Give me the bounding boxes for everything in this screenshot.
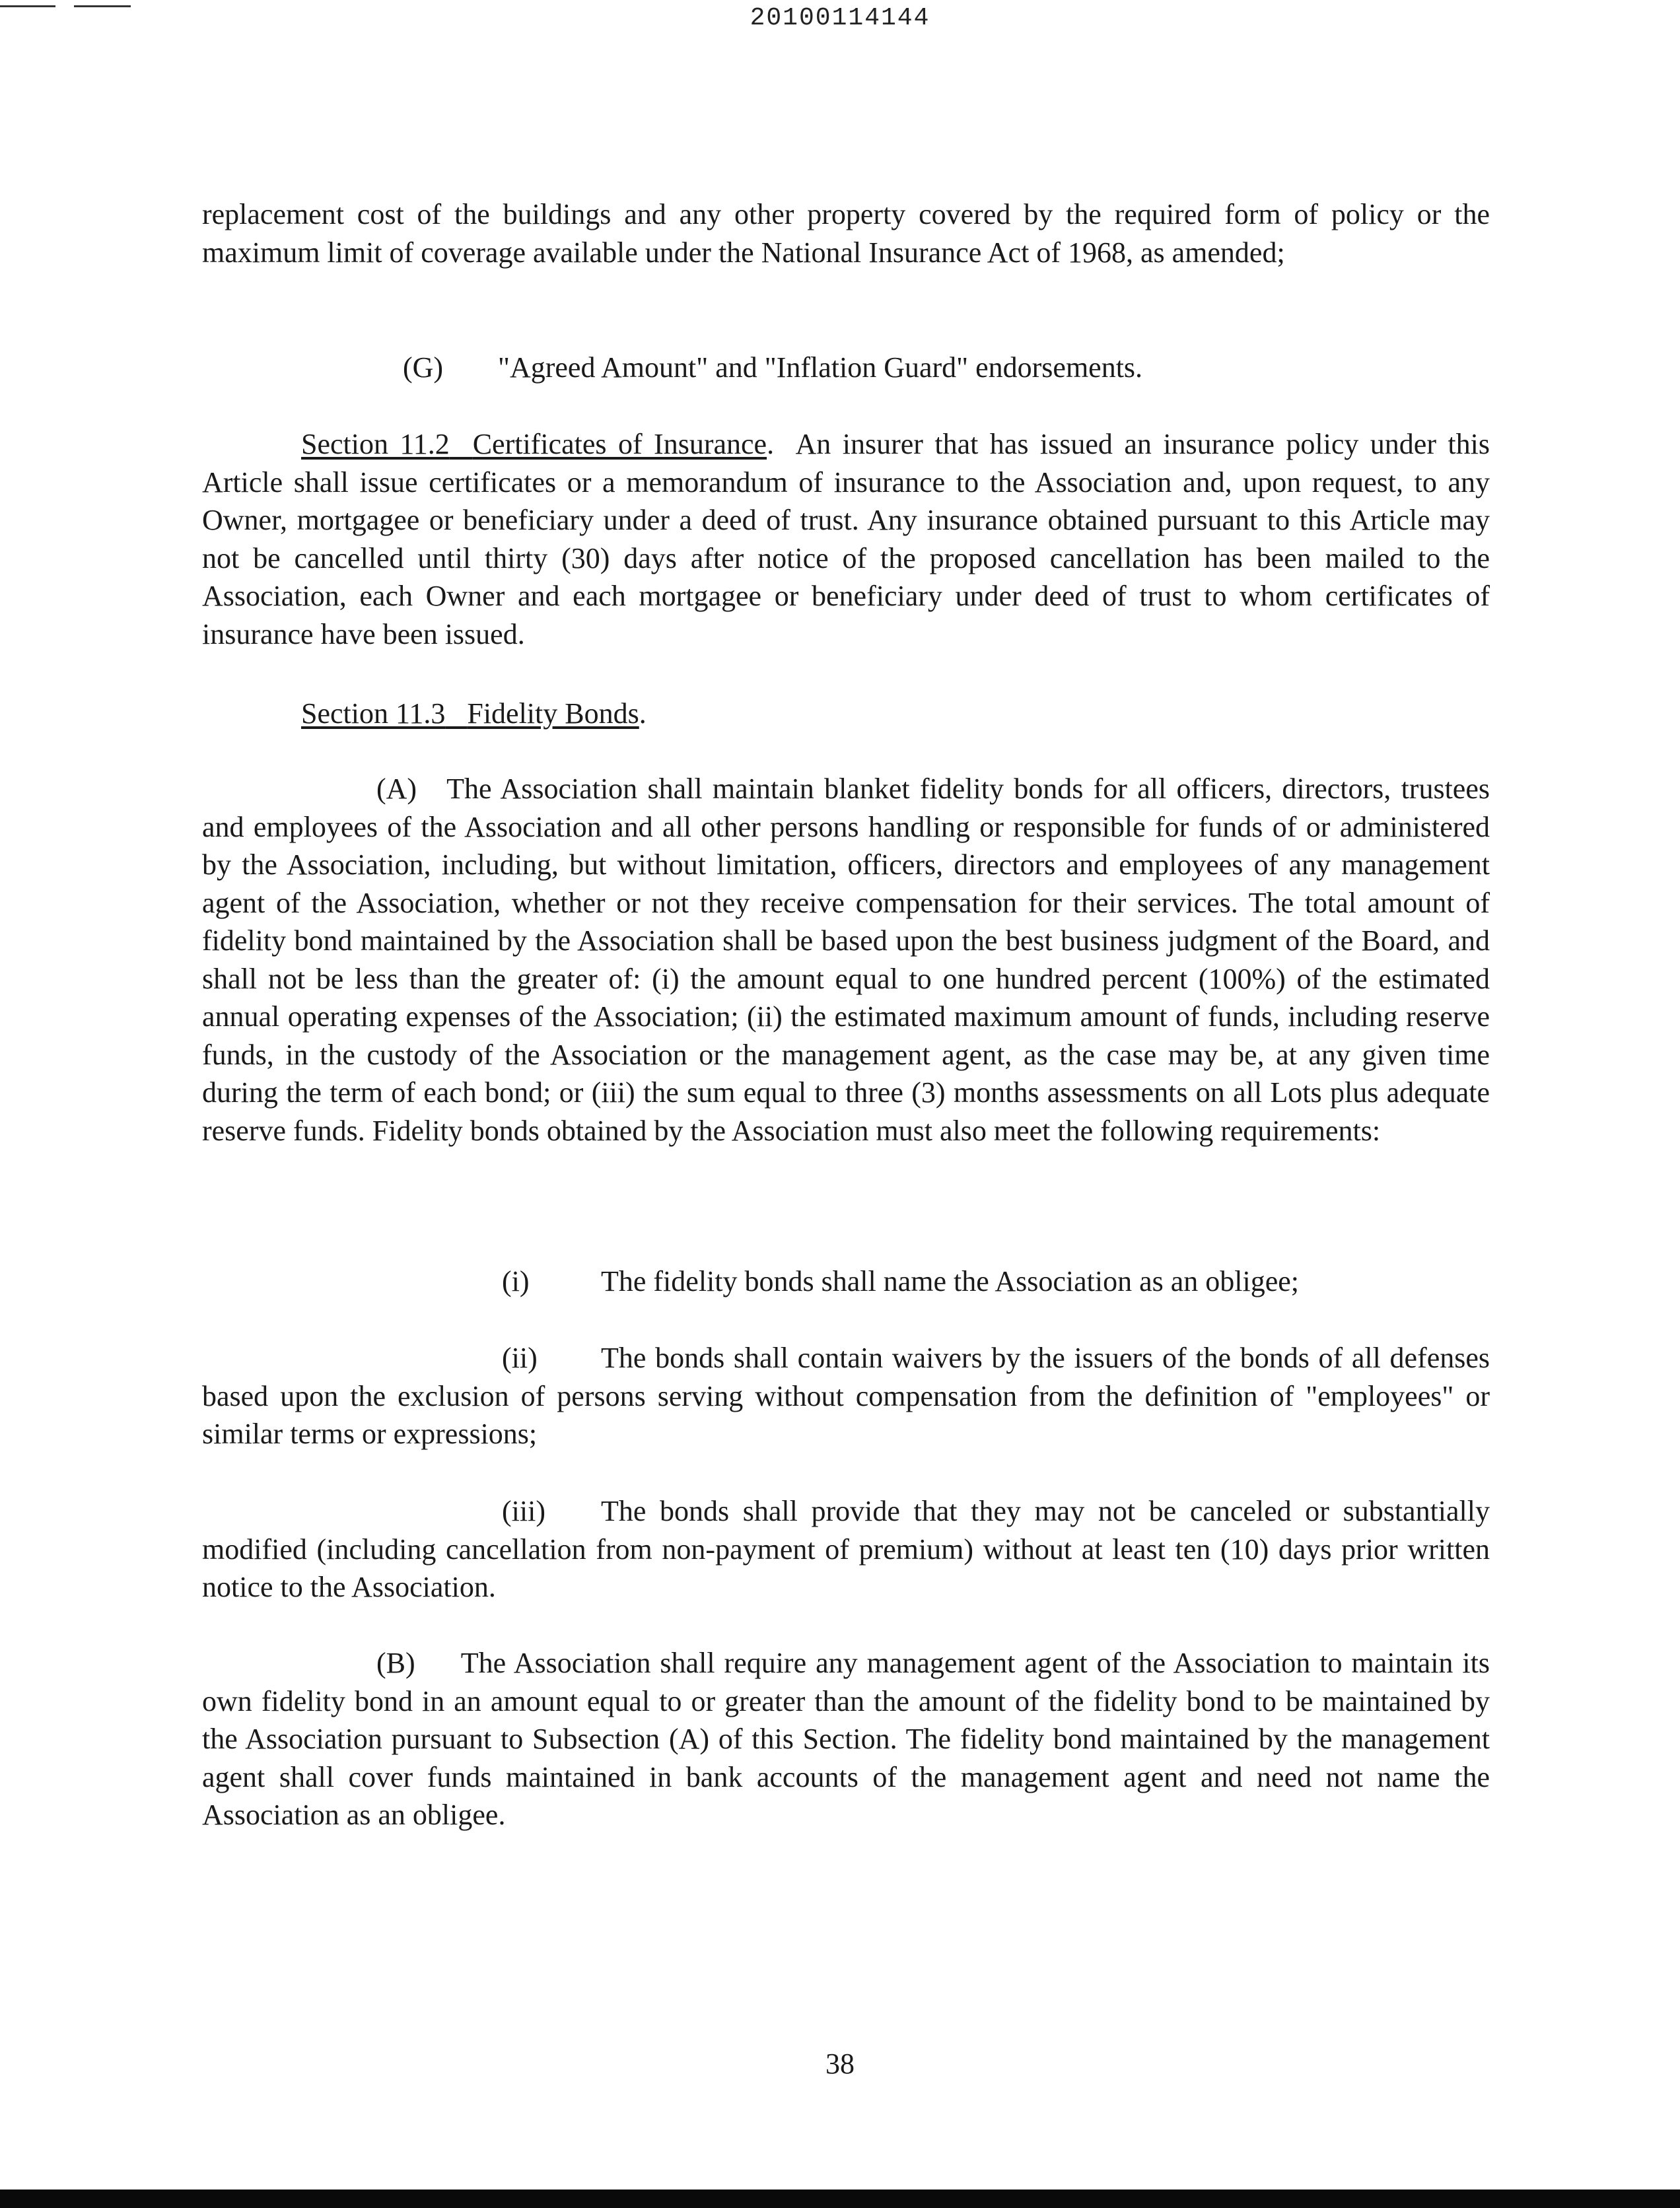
item-label: (G) [403, 351, 444, 384]
section-title: Fidelity Bonds [467, 697, 639, 730]
paragraph-text: replacement cost of the buildings and any other property covered by the required form of policy or the maximum limit of coverage available under the National Insurance Act of 1968, as amended; [202, 198, 1490, 269]
requirement-paragraph [202, 1492, 1490, 1606]
requirement-text: The fidelity bonds shall name the Association as an obligee; [601, 1265, 1299, 1297]
subsection-body: The Association shall maintain blanket fidelity bonds for all officers, directors, trustees and employees of the Association and all other persons handling or responsible for funds of or administered by the Association, including, but without limitation, officers, directors and employees of any management agent of the Association, whether or not they receive compensation for their services. The total amount of fidelity bond maintained by the Association shall be based upon the best business judgment of the Board, and shall not be less than the greater of: (i) the amount equal to one hundred percent (100%) of the estimated annual operating expenses of the Association; (ii) the estimated maximum amount of funds, including reserve funds, in the custody of the Association or the management agent, as the case may be, at any given time during the term of each bond; or (iii) the sum equal to three (3) months assessments on all Lots plus adequate reserve funds. Fidelity bonds obtained by the Association must also meet the following requirements: [202, 773, 1490, 1147]
item-text: "Agreed Amount" and "Inflation Guard" endorsements. [498, 351, 1143, 384]
subsection-paragraph [202, 770, 1490, 1150]
section-title: Certificates of Insurance [472, 428, 767, 460]
paragraph-continuation [202, 195, 1490, 271]
requirement-label: (ii) [502, 1342, 538, 1374]
subsection-label: (A) [376, 773, 417, 805]
requirement-label: (i) [502, 1265, 530, 1297]
scan-bottom-border [0, 2190, 1680, 2208]
requirement-paragraph [202, 1339, 1490, 1453]
subsection-paragraph [202, 1644, 1490, 1834]
document-number: 20100114144 [750, 4, 930, 32]
section-11-2 [202, 425, 1490, 653]
requirement-text: The bonds shall contain waivers by the issuers of the bonds of all defenses based upon the exclusion of persons serving without compensation from the definition of "employees" or similar terms or expressions; [202, 1342, 1490, 1450]
subsection-label: (B) [376, 1647, 415, 1679]
requirement-text: The bonds shall provide that they may not be canceled or substantially modified (including cancellation from non-payment of premium) without at least ten (10) days prior written notice to the Association. [202, 1495, 1490, 1603]
requirement-label: (iii) [502, 1495, 545, 1527]
section-number: Section 11.3 [301, 697, 446, 730]
section-11-3-heading [202, 695, 1490, 733]
requirement-ii [202, 1339, 1490, 1453]
section-number-spacer [450, 428, 473, 460]
section-body: An insurer that has issued an insurance policy under this Article shall issue certificates or a memorandum of insurance to the Association and, upon request, to any Owner, mortgagee or beneficiary under a deed of trust. Any insurance obtained pursuant to this Article may not be cancelled until thirty (30) days after notice of the proposed cancellation has been mailed to the Association, each Owner and each mortgagee or beneficiary under deed of trust to whom certificates of insurance have been issued. [202, 428, 1490, 650]
section-paragraph: Section 11.2 Certificates of Insurance. An insurer that has issued an insurance policy under this Article shall issue certificates or a memorandum of insurance to the Association and, upon request, to any Owner, mortgagee or beneficiary under a deed of trust. Any insurance obtained pursuant to this Article may not be cancelled until thirty (30) days after notice of the proposed cancellation has been mailed to the Association, each Owner and each mortgagee or beneficiary under deed of trust to whom certificates of insurance have been issued. [202, 428, 1490, 650]
subsection-body: The Association shall require any management agent of the Association to maintain its own fidelity bond in an amount equal to or greater than the amount of the fidelity bond to be maintained by the Association pursuant to Subsection (A) of this Section. The fidelity bond maintained by the management agent shall cover funds maintained in bank accounts of the management agent and need not name the Association as an obligee. [202, 1647, 1490, 1831]
section-number-spacer [445, 697, 467, 730]
subsection-a [202, 770, 1490, 1150]
list-item-g [403, 349, 1142, 387]
section-heading: Section 11.3 Fidelity Bonds. [301, 697, 647, 730]
requirement-i [502, 1262, 1299, 1301]
subsection-b [202, 1644, 1490, 1834]
page-number: 38 [825, 2048, 855, 2080]
requirement-iii [202, 1492, 1490, 1606]
section-number: Section 11.2 [301, 428, 450, 460]
